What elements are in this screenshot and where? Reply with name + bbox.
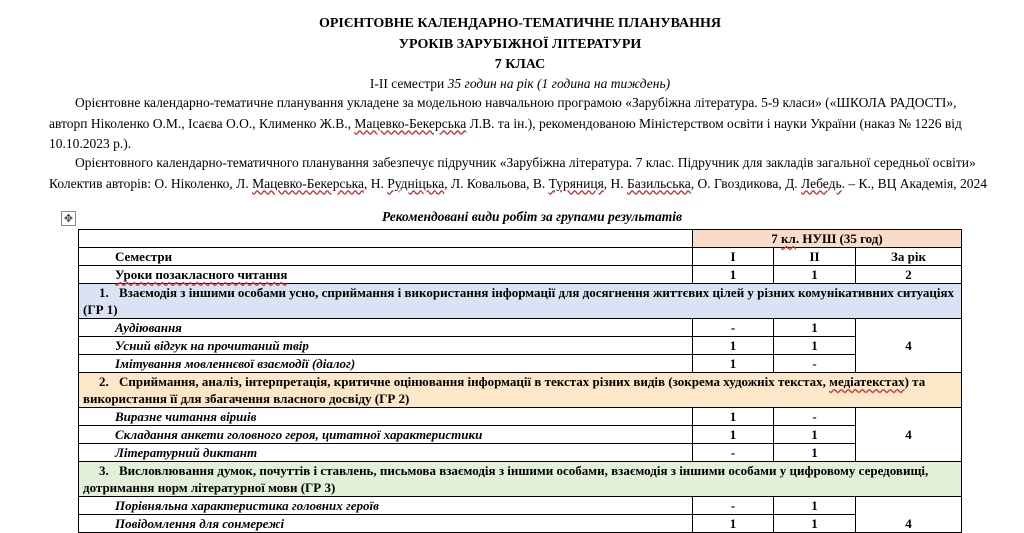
table-cell: - xyxy=(693,444,774,462)
group-label: Взаємодія з іншими особами усно, сприймання і використання інформації для досягнення життєвих цілей у різних комунікативних ситуаціях (ГР 1) xyxy=(83,285,955,317)
paragraph-textbook-text-a: Орієнтовного календарно-тематичного планування забезпечує підручник «Зарубіжна література. 7 клас. Підручник для закладів загальної середньої освіти» Колектив авторів: О. Ніколенко, Л. xyxy=(49,155,976,191)
table-row xyxy=(79,319,962,337)
group1-year-total: 4 xyxy=(856,319,962,373)
paragraph-textbook-text-c: , Н. xyxy=(364,175,388,191)
paragraph-textbook xyxy=(49,153,993,194)
table-row xyxy=(79,248,962,266)
group2-year-total: 4 xyxy=(856,408,962,462)
recommended-heading: Рекомендовані види робіт за групами результатів xyxy=(381,209,683,224)
table-row xyxy=(79,355,962,373)
spellcheck-word: Мацевко-Бекерська xyxy=(252,175,364,191)
table-cell: 1 xyxy=(693,266,774,284)
table-row xyxy=(79,515,962,533)
table-cell: 1 xyxy=(693,515,774,533)
spellcheck-word: медіатекстах xyxy=(829,374,905,389)
document-title-line3: 7 КЛАС xyxy=(494,57,546,72)
paragraph-textbook-text-k: . – К., ВЦ Академія, 2024 xyxy=(841,175,987,191)
table-row xyxy=(79,337,962,355)
group-label-a: Сприймання, аналіз, інтерпретація, критичне оцінювання інформації в текстах різних видів (зокрема художніх текстах, xyxy=(119,374,830,389)
group3-heading xyxy=(79,462,962,497)
spellcheck-word: Лебедь xyxy=(801,175,842,191)
table-cell: 1 xyxy=(693,337,774,355)
activity-label: Порівняльна характеристика головних героїв xyxy=(79,497,693,515)
table-cell: 1 xyxy=(774,515,856,533)
table-cell: - xyxy=(774,408,856,426)
activity-label: Літературний диктант xyxy=(79,444,693,462)
activity-label: Повідомлення для сонмережі xyxy=(79,515,693,533)
activity-label: Імітування мовленнєвої взаємодії (діалог) xyxy=(79,355,693,373)
table-row xyxy=(79,444,962,462)
activity-label: Складання анкети головного героя, цитатної характеристики xyxy=(79,426,693,444)
table-cell: 1 xyxy=(774,319,856,337)
extra-reading-text: Уроки позакласного читання xyxy=(115,267,288,282)
table-cell: 1 xyxy=(774,497,856,515)
paragraph-textbook-text-e: , Л. Ковальова, В. xyxy=(444,175,549,191)
group-label: Висловлювання думок, почуттів і ставлень, письмова взаємодія з іншими особами, взаємодія з іншими особами у цифровому середовищі, дотримання норм літературної мови (ГР 3) xyxy=(83,463,929,495)
table-row xyxy=(79,230,962,248)
group-number: 1. xyxy=(99,285,109,300)
semesters-plain: I-II семестри xyxy=(369,76,448,91)
activity-label: Аудіювання xyxy=(79,319,693,337)
table-cell: 1 xyxy=(693,426,774,444)
col-header-II: II xyxy=(774,248,856,266)
group2-heading xyxy=(79,373,962,408)
table-move-handle-icon[interactable]: ✥ xyxy=(61,211,76,226)
table-cell: 1 xyxy=(774,444,856,462)
paragraph-textbook-text-i: , О. Гвоздикова, Д. xyxy=(690,175,802,191)
table-cell: 1 xyxy=(693,408,774,426)
paragraph-program-text-c: Л.В. та ін.), рекомендованою Міністерством освіти і науки України (наказ № 1226 від 10.10.2023 р.). xyxy=(49,115,962,151)
group-number: 2. xyxy=(99,374,109,389)
table-row xyxy=(79,497,962,515)
activity-label: Виразне читання віршів xyxy=(79,408,693,426)
group-row xyxy=(79,462,962,497)
col-header-year: За рік xyxy=(856,248,962,266)
spellcheck-word: Рудніцька xyxy=(387,175,445,191)
table-cell: 1 xyxy=(774,337,856,355)
activity-label: Усний відгук на прочитаний твір xyxy=(79,337,693,355)
table-cell: 1 xyxy=(774,266,856,284)
col-header-I: I xyxy=(693,248,774,266)
document-title-line2: УРОКІВ ЗАРУБІЖНОЇ ЛІТЕРАТУРИ xyxy=(398,37,642,52)
table-cell: 2 xyxy=(856,266,962,284)
table-row xyxy=(79,266,962,284)
spellcheck-word: кл xyxy=(781,231,796,246)
table-cell: 1 xyxy=(693,355,774,373)
semesters-line xyxy=(0,76,1024,92)
spellcheck-word: Мацевко-Бекерська xyxy=(354,115,467,131)
group3-year-total: 4 xyxy=(856,497,962,533)
results-table xyxy=(78,229,962,533)
spellcheck-word: Туряниця xyxy=(548,175,604,191)
paragraph-program-text-a: Орієнтовне календарно-тематичне планування укладене за модельною навчальною програмою «Зарубіжна література. 5-9 класи» («ШКОЛА РАДОСТІ», авторп Ніколенко О.М., Ісаєва О.О., Клименко Ж.В., xyxy=(49,95,957,131)
group-number: 3. xyxy=(99,463,109,478)
document-title-line1: ОРІЄНТОВНЕ КАЛЕНДАРНО-ТЕМАТИЧНЕ ПЛАНУВАННЯ xyxy=(318,16,722,31)
table-cell: - xyxy=(693,497,774,515)
class-header-c: . НУШ (35 год) xyxy=(795,231,883,246)
paragraph-textbook-text-g: , Н. xyxy=(603,175,628,191)
class-header-cell xyxy=(693,230,962,248)
table-cell: 1 xyxy=(774,426,856,444)
group-row xyxy=(79,373,962,408)
table-row xyxy=(79,426,962,444)
extra-reading-label xyxy=(79,266,693,284)
class-header-a: 7 xyxy=(771,231,782,246)
table-cell xyxy=(79,230,693,248)
spellcheck-word: Базильська xyxy=(627,175,691,191)
table-row xyxy=(79,408,962,426)
table-cell: - xyxy=(774,355,856,373)
semesters-label: Семестри xyxy=(79,248,693,266)
semesters-hours: 35 годин на рік (1 година на тиждень) xyxy=(447,76,671,91)
group1-heading xyxy=(79,284,962,319)
group-label-c: ) та використання її для збагачення власного досвіду (ГР 2) xyxy=(83,374,926,406)
table-cell: - xyxy=(693,319,774,337)
group-row xyxy=(79,284,962,319)
paragraph-program xyxy=(49,93,993,155)
